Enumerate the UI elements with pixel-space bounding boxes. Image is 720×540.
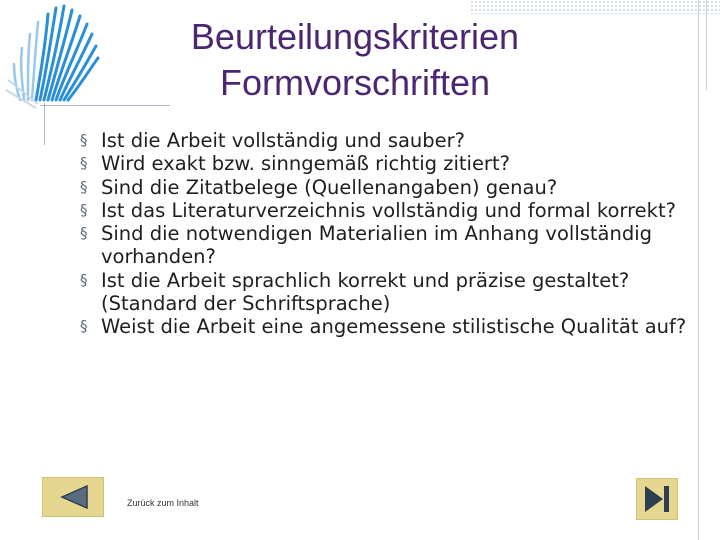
list-item-text: Sind die notwendigen Materialien im Anhang vollständig vorhanden? [101,222,653,269]
title-line-2: Formvorschriften [219,62,491,103]
play-next-icon [636,478,678,520]
title-line-1: Beurteilungskriterien [190,16,520,57]
list-item-text: Sind die Zitatbelege (Quellenangaben) genau? [101,175,558,199]
list-item [80,176,700,199]
bullet-icon: § [80,317,88,336]
bullet-icon: § [80,154,88,173]
list-item [80,129,700,152]
previous-slide-button[interactable] [42,477,104,517]
logo-stem-line [44,103,45,145]
list-item [80,222,700,269]
bullet-icon: § [80,224,88,243]
header-dot-pattern [470,0,720,14]
bullet-icon: § [80,177,88,196]
list-item-text: Ist die Arbeit vollständig und sauber? [101,129,466,152]
bullet-icon: § [80,270,88,289]
back-to-contents-link[interactable]: Zurück zum Inhalt [127,498,199,508]
right-divider-line-short [706,0,707,90]
list-item-text: Wird exakt bzw. sinngemäß richtig zitiert? [101,152,510,176]
list-item [80,315,700,338]
list-item [80,269,700,316]
list-item [80,199,700,222]
list-item-text: Ist die Arbeit sprachlich korrekt und präzise gestaltet? (Standard der Schriftsprache) [101,268,630,316]
bullet-icon: § [80,200,88,219]
next-slide-button[interactable] [636,478,678,520]
slide-title [140,14,570,106]
bullet-icon: § [80,131,88,149]
criteria-list [80,129,700,339]
list-item-text: Ist das Literaturverzeichnis vollständig und formal korrekt? [101,198,676,222]
feather-logo-icon [2,0,112,130]
list-item-text: Weist die Arbeit eine angemessene stilistische Qualität auf? [101,315,687,339]
triangle-left-icon [42,477,104,517]
list-item [80,152,700,175]
